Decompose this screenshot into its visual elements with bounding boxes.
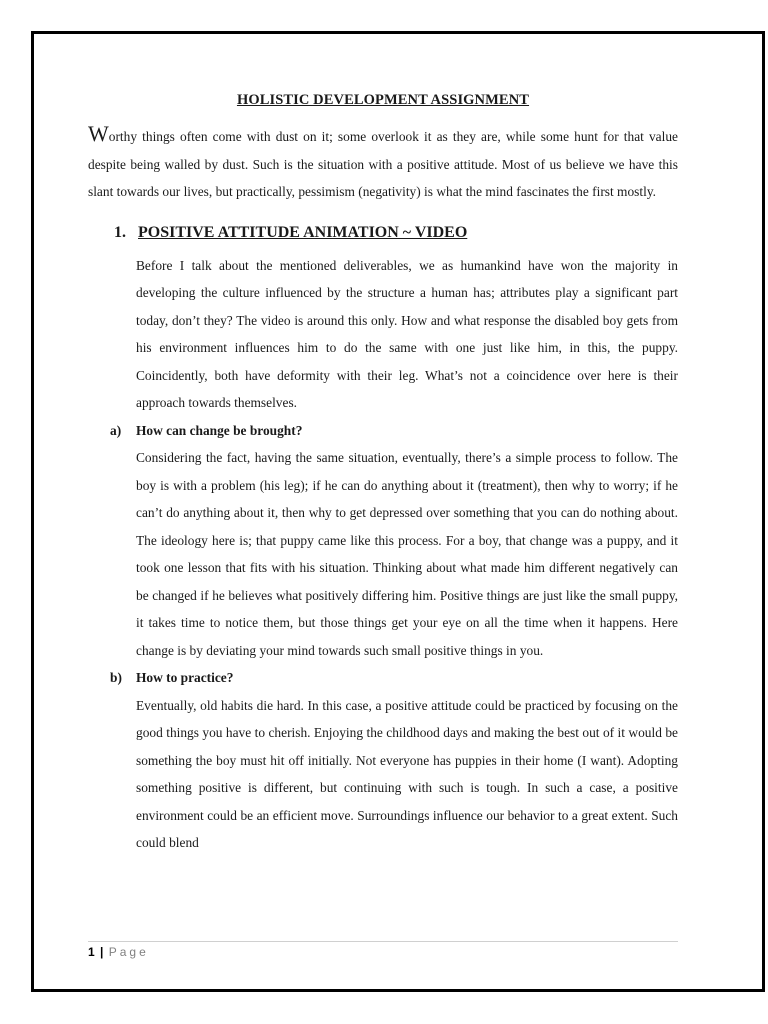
intro-paragraph [88, 123, 678, 206]
page-label: Page [108, 945, 149, 959]
document-title: HOLISTIC DEVELOPMENT ASSIGNMENT [236, 92, 530, 108]
section-1-title: POSITIVE ATTITUDE ANIMATION ~ VIDEO [138, 223, 468, 241]
intro-text: orthy things often come with dust on it; some overlook it as they are, while some hunt for that value despite being walled by dust. Such is the situation with a positive attitude. Most of us believe we have this slant towards our lives, but practically, pessimism (negativity) is what the mind fascinates the first mostly. [88, 129, 678, 199]
subsection-a-title: How can change be brought? [136, 422, 303, 438]
subsection-a-heading [88, 417, 678, 445]
section-1-heading [114, 222, 678, 244]
intro-dropcap: W [88, 121, 109, 146]
footer-divider [88, 941, 678, 942]
subsection-b-letter: b) [110, 670, 122, 685]
document-body [88, 92, 678, 857]
page-number: 1 [88, 945, 95, 959]
subsection-a-letter: a) [110, 422, 122, 438]
subsection-a-paragraph: Considering the fact, having the same situation, eventually, there’s a simple process to follow. The boy is with a problem (his leg); if he can do anything about it (treatment), then why to worry; if he can’t do anything about it, then why to get depressed over something that you can do nothing about. The ideology here is; that puppy came like this process. For a boy, that change was a puppy, and it took one lesson that fits with his situation. Thinking about what made him different negatively can be changed if he believes what positively differing him. Positive things are just like the small puppy, it takes time to notice them, but those things get your eye on all the time when it happens. Here change is by deviating your mind towards such small positive things in you. [136, 450, 678, 658]
footer-separator: | [100, 945, 104, 959]
subsection-b-heading [88, 664, 678, 692]
subsection-b-paragraph: Eventually, old habits die hard. In this case, a positive attitude could be practiced by focusing on the good things you have to cherish. Enjoying the childhood days and making the best out of it would be something the boy must hit off initially. Not everyone has puppies in their home (I want). Adopting something positive is different, but continuing with such is tough. In such a case, a positive environment could be an efficient move. Surroundings influence our behavior to a great extent. Such could blend [136, 697, 678, 850]
section-1-number: 1. [114, 223, 126, 241]
section-1-paragraph: Before I talk about the mentioned deliverables, we as humankind have won the majority in developing the culture influenced by the structure a human has; attributes play a significant part today, don’t they? The video is around this only. How and what response the disabled boy gets from his environment influences him to do the same with one just like him, in this, the puppy. Coincidently, both have deformity with their leg. What’s not a coincidence over here is their approach towards themselves. [136, 257, 678, 410]
page-footer [88, 945, 149, 959]
subsection-b-title: How to practice? [136, 670, 234, 685]
